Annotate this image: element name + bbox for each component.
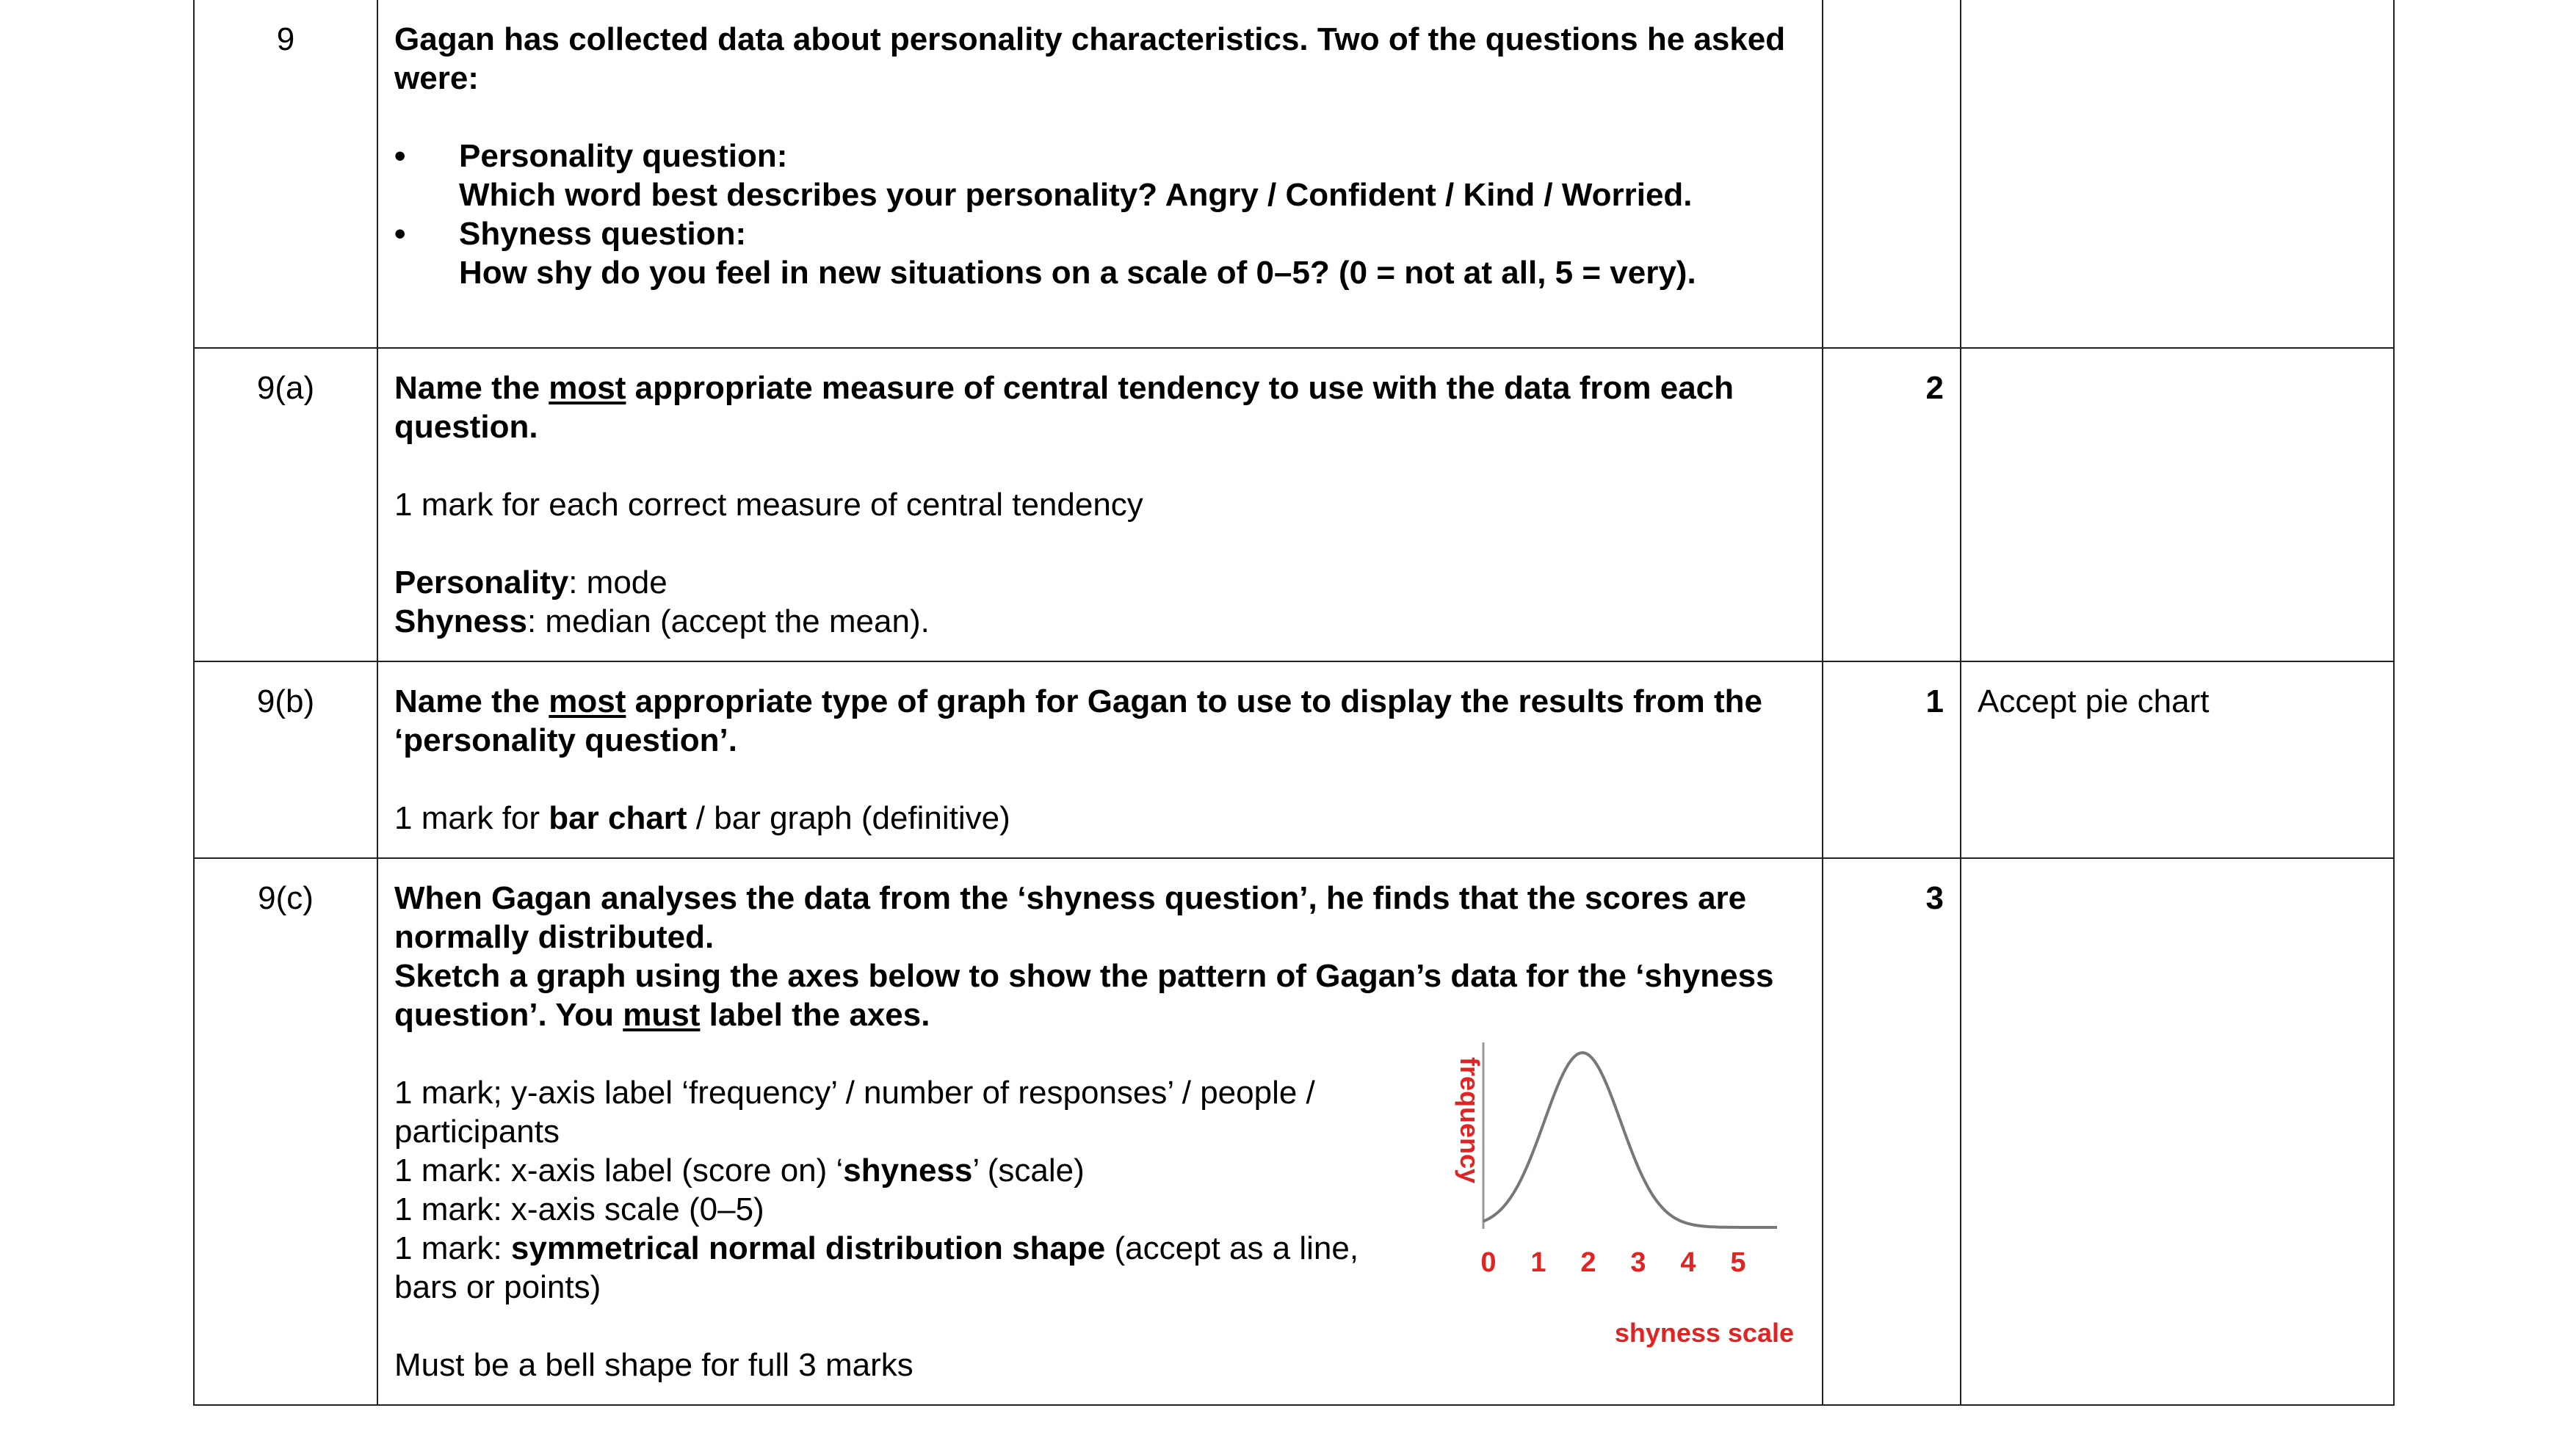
marks-cell: 1 [1925,683,1944,719]
guidance-cell [1961,349,2393,388]
marks-cell [1823,0,1960,40]
list-item: • Personality question: Which word best describes your personality? Angry / Confident / Kind / Worried. [394,138,1693,213]
row-9 [194,0,2394,348]
guidance-cell: Accept pie chart [1978,683,2210,719]
answer-shyness: Shyness: median (accept the mean). [394,603,930,639]
x-tick-label: 2 [1580,1247,1596,1278]
criterion-x-axis-label: 1 mark: x-axis label (score on) ‘shyness’ (scale) [394,1153,1085,1188]
row-9c [194,858,2394,1405]
guidance-cell [1961,859,2393,899]
x-tick-label: 5 [1730,1247,1746,1278]
question-number: 9(b) [256,683,315,719]
marks-cell: 3 [1925,880,1944,916]
marks-cell: 2 [1925,370,1944,406]
bullet-icon: • [394,216,406,252]
x-tick-label: 1 [1530,1247,1546,1278]
mark-scheme-table [193,0,2395,1406]
bell-curve [1483,1053,1777,1227]
question-number: 9(a) [256,370,315,406]
x-tick-label: 0 [1480,1247,1497,1278]
question-number: 9 [276,21,295,57]
x-tick-label: 4 [1680,1247,1696,1278]
full-marks-note: Must be a bell shape for full 3 marks [394,1347,913,1383]
criterion-x-axis-scale: 1 mark: x-axis scale (0–5) [394,1191,764,1227]
mark-line: 1 mark for bar chart / bar graph (definitive) [394,800,1010,836]
question-intro: Gagan has collected data about personality characteristics. Two of the questions he asked were: [394,21,1786,96]
mark-line: 1 mark for each correct measure of central tendency [394,487,1143,523]
question-text: When Gagan analyses the data from the ‘shyness question’, he finds that the scores are normally distributed. [394,880,1747,955]
list-item: • Shyness question: How shy do you feel in new situations on a scale of 0–5? (0 = not at all, 5 = very). [394,216,1696,291]
answer-personality: Personality: mode [394,565,667,600]
x-axis-ticks [1480,1247,1745,1278]
question-text: Name the most appropriate type of graph for Gagan to use to display the results from the ‘personality question’. [394,683,1762,758]
row-9a [194,348,2394,661]
guidance-cell [1961,0,2393,40]
question-instruction: Sketch a graph using the axes below to show the pattern of Gagan’s data for the ‘shyness question’. You must label the axes. [394,958,1774,1033]
x-tick-label: 3 [1630,1247,1646,1278]
y-axis-label: frequency [1455,1057,1485,1184]
bullet-icon: • [394,138,406,174]
normal-distribution-sketch [1436,1035,1803,1373]
question-number: 9(c) [258,880,314,916]
x-axis-label: shyness scale [1614,1318,1794,1348]
question-list [394,137,1806,292]
criterion-shape: 1 mark: symmetrical normal distribution shape (accept as a line, bars or points) [394,1230,1359,1305]
question-text: Name the most appropriate measure of central tendency to use with the data from each question. [394,370,1734,445]
row-9b [194,661,2394,858]
criterion-y-axis: 1 mark; y-axis label ‘frequency’ / number of responses’ / people / participants [394,1075,1315,1150]
